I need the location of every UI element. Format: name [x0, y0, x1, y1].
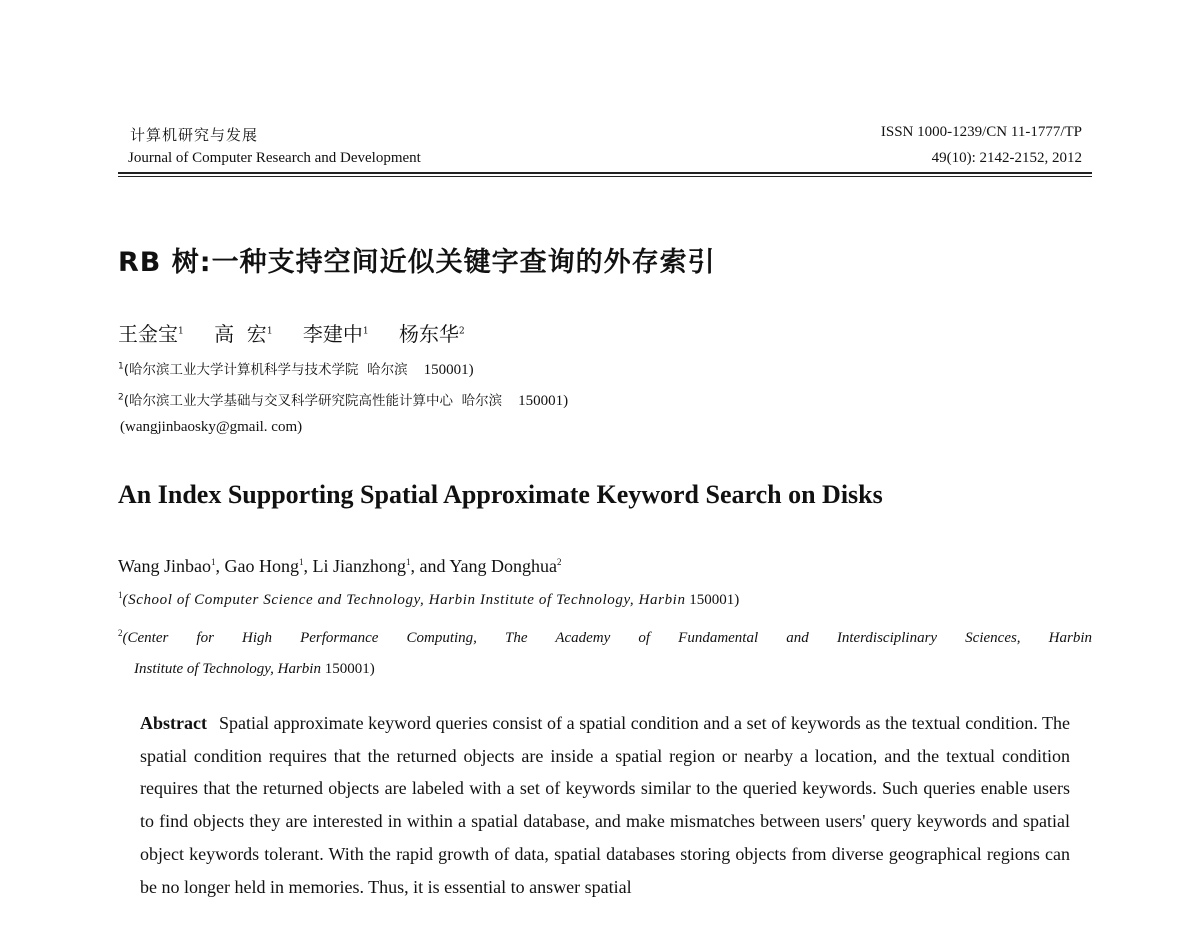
issn: ISSN 1000-1239/CN 11-1777/TP [880, 124, 1082, 140]
author-cn: 杨东华$^2$ [399, 322, 465, 346]
title-en: An Index Supporting Spatial Approximate Keyword Search on Disks [118, 480, 883, 509]
volume-pages: 49(10): 2142-2152, 2012 [931, 150, 1082, 166]
author-cn: 李建中$^1$ [302, 322, 369, 346]
abstract-text: Spatial approximate keyword queries consist of a spatial condition and a set of keywords as the textual condition. The spatial condition requires that the returned objects are inside a spatial region or nearby a location, and the textual condition requires that the returned objects are labeled with a set of keywords similar to the queried keywords. Such queries enable users to find objects they are interested in within a spatial database, and make mismatches between users' query keywords and spatial object keywords tolerant. With the rapid growth of data, spatial databases storing objects from diverse geographical regions can be no longer held in memories. Thus, it is essential to answer spatial [140, 713, 1070, 897]
author-en: Gao Hong [224, 556, 300, 576]
affiliation-en-1: $^1$(School of Computer Science and Technology, Harbin Institute of Technology, Harbin 150001) [118, 590, 740, 608]
author-email: (wangjinbaosky@gmail. com) [120, 419, 303, 435]
title-cn: RB 树:一种支持空间近似关键字查询的外存索引 [118, 247, 716, 278]
header-rule-thin [118, 176, 1092, 177]
author-cn: 高 宏$^1$ [214, 322, 273, 346]
authors-cn [118, 318, 489, 347]
journal-name-cn: 计算机研究与发展 [130, 126, 259, 144]
running-header [118, 124, 1092, 176]
author-en: Li Jianzhong [312, 556, 407, 576]
abstract-label: Abstract [140, 713, 207, 733]
affiliation-en-2: $^2$(Center for High Performance Computing, The Academy of Fundamental and Interdisciplinary Sciences, Harbin Institute of Technology, Harbin 150001) [118, 628, 1092, 677]
journal-name-en: Journal of Computer Research and Development [128, 150, 421, 166]
abstract [140, 707, 1070, 903]
author-en: Yang Donghua [449, 556, 558, 576]
header-rule-thick [118, 172, 1092, 174]
affiliation-cn-1: $^1$(哈尔滨工业大学计算机科学与技术学院 哈尔滨 150001) [118, 361, 474, 378]
authors-en: Wang Jinbao$^1$, Gao Hong$^1$, Li Jianzhong$^1$, and Yang Donghua$^2$ [118, 556, 562, 576]
author-en: Wang Jinbao [118, 556, 212, 576]
author-cn: 王金宝$^1$ [118, 322, 184, 346]
affiliation-cn-2: $^2$(哈尔滨工业大学基础与交叉科学研究院高性能计算中心 哈尔滨 150001) [118, 392, 569, 409]
